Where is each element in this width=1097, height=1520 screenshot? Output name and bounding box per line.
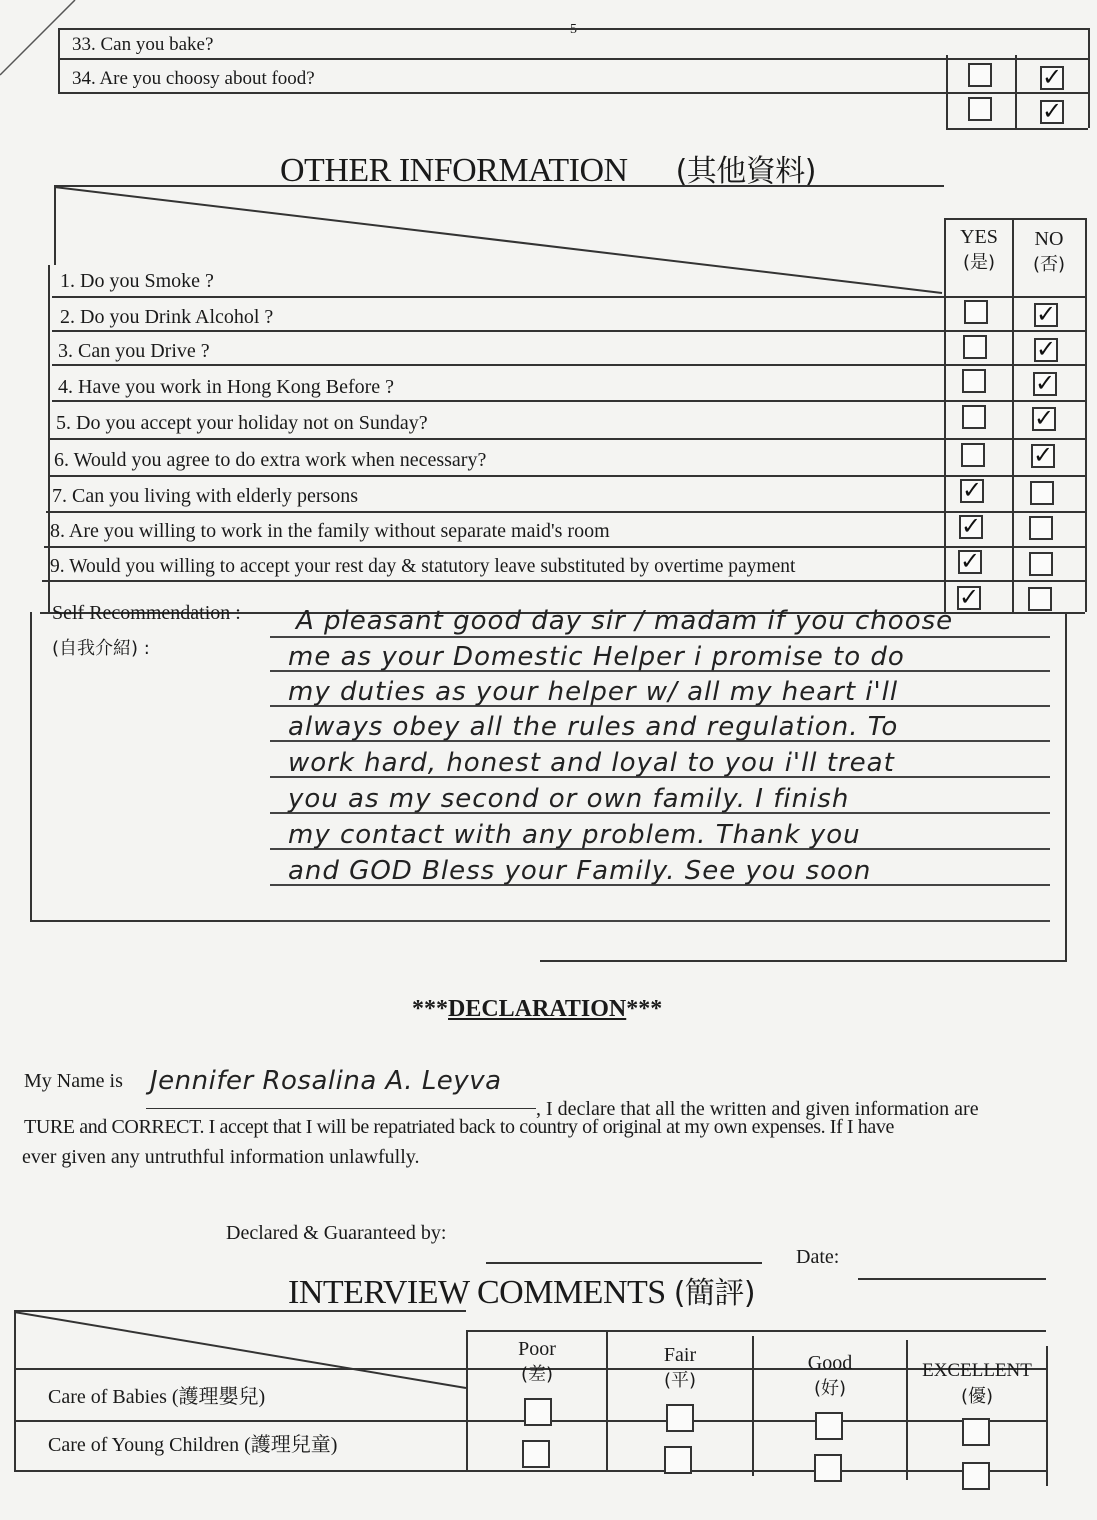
yes-header-label: YES <box>960 226 998 248</box>
question-2-label: 2. Do you Drink Alcohol ? <box>60 306 274 328</box>
question-5-no-checkbox[interactable]: ✓ <box>1033 441 1054 469</box>
self-rec-line-7: my contact with any problem. Thank you <box>288 820 861 850</box>
care-of-young-children-label: Care of Young Children (護理兒童) <box>48 1434 338 1456</box>
children-good-checkbox[interactable] <box>814 1454 842 1482</box>
question-3-label: 3. Can you Drive ? <box>58 340 210 362</box>
question-3-no-checkbox[interactable]: ✓ <box>1035 369 1056 397</box>
rating-fair-header <box>608 1342 752 1394</box>
no-column-header <box>1016 226 1082 278</box>
rating-excellent-cn: (優) <box>960 1386 994 1407</box>
rating-fair-cn: (平) <box>663 1370 697 1391</box>
declaration-text-3: ever given any untruthful information unlawfully. <box>22 1146 420 1168</box>
other-info-title-cn: (其他資料) <box>675 154 816 189</box>
self-rec-line-1: A pleasant good day sir / madam if you choose <box>296 606 954 636</box>
question-2-yes-checkbox[interactable] <box>963 335 987 359</box>
question-34-no-checkbox[interactable]: ✓ <box>1042 97 1063 125</box>
question-7-yes-checkbox[interactable]: ✓ <box>961 512 982 540</box>
question-8-no-checkbox[interactable] <box>1029 552 1053 576</box>
question-9-label: 9. Would you willing to accept your rest day & statutory leave substituted by overtime payment <box>50 556 796 577</box>
rating-poor-label: Poor <box>518 1338 556 1360</box>
self-rec-line-3: my duties as your helper w/ all my heart i'll <box>288 677 899 707</box>
rating-good-cn: (好) <box>813 1378 847 1399</box>
rating-poor-header <box>468 1336 606 1388</box>
babies-poor-checkbox[interactable] <box>524 1398 552 1426</box>
babies-excellent-checkbox[interactable] <box>962 1418 990 1446</box>
question-7-no-checkbox[interactable] <box>1029 516 1053 540</box>
other-info-title <box>280 146 816 190</box>
self-recommendation-label-cn: (自我介紹) : <box>52 638 150 659</box>
no-header-cn: (否) <box>1032 254 1066 275</box>
question-9-yes-checkbox[interactable]: ✓ <box>959 583 980 611</box>
rating-good-header <box>754 1350 906 1402</box>
rating-fair-label: Fair <box>663 1344 697 1366</box>
question-34-yes-checkbox[interactable] <box>968 97 992 121</box>
other-info-title-en: OTHER INFORMATION <box>280 152 628 189</box>
yes-header-cn: (是) <box>962 252 996 273</box>
interview-title <box>288 1268 755 1312</box>
interview-title-cn: (簡評) <box>673 1276 756 1311</box>
children-poor-checkbox[interactable] <box>522 1440 550 1468</box>
rating-excellent-label: EXCELLENT <box>922 1360 1032 1381</box>
question-33-no-checkbox[interactable]: ✓ <box>1042 63 1063 91</box>
question-5-label: 5. Do you accept your holiday not on Sunday? <box>56 412 428 434</box>
question-1-label: 1. Do you Smoke ? <box>60 270 214 292</box>
no-header-label: NO <box>1034 228 1064 250</box>
question-3-yes-checkbox[interactable] <box>962 369 986 393</box>
interview-title-en: INTERVIEW COMMENTS <box>288 1274 666 1311</box>
declaration-text-2: TURE and CORRECT. I accept that I will be repatriated back to country of original at my own expenses. If I have <box>24 1116 894 1138</box>
page-number: 5 <box>570 22 577 37</box>
question-33-yes-checkbox[interactable] <box>968 63 992 87</box>
question-4-no-checkbox[interactable]: ✓ <box>1034 404 1055 432</box>
declaration-title-text: DECLARATION <box>448 996 627 1022</box>
declaration-name-prefix: My Name is <box>24 1070 123 1092</box>
date-line[interactable] <box>858 1278 1046 1280</box>
declared-by-signature-line[interactable] <box>486 1262 762 1264</box>
declaration-title <box>412 996 662 1023</box>
self-rec-line-2: me as your Domestic Helper i promise to do <box>288 642 905 672</box>
declaration-name-value[interactable]: Jennifer Rosalina A. Leyva <box>150 1066 502 1096</box>
self-rec-line-6: you as my second or own family. I finish <box>288 784 850 814</box>
yes-column-header <box>948 224 1010 276</box>
question-34-label: 34. Are you choosy about food? <box>72 68 315 89</box>
self-recommendation-label: Self Recommendation : <box>52 602 241 624</box>
self-rec-line-4: always obey all the rules and regulation. To <box>288 712 899 742</box>
babies-fair-checkbox[interactable] <box>666 1404 694 1432</box>
interview-header-diagonal <box>14 1310 468 1390</box>
self-rec-line-5: work hard, honest and loyal to you i'll treat <box>288 748 895 778</box>
rating-good-label: Good <box>807 1352 853 1374</box>
children-fair-checkbox[interactable] <box>664 1446 692 1474</box>
children-excellent-checkbox[interactable] <box>962 1462 990 1490</box>
question-8-label: 8. Are you willing to work in the family without separate maid's room <box>50 520 610 542</box>
question-6-no-checkbox[interactable] <box>1030 481 1054 505</box>
rating-poor-cn: (差) <box>520 1364 554 1385</box>
question-1-no-checkbox[interactable]: ✓ <box>1036 300 1057 328</box>
care-of-babies-label: Care of Babies (護理嬰兒) <box>48 1386 266 1408</box>
date-label: Date: <box>796 1246 840 1268</box>
question-2-no-checkbox[interactable]: ✓ <box>1036 335 1057 363</box>
page-corner-fold <box>0 0 80 80</box>
question-5-yes-checkbox[interactable] <box>961 443 985 467</box>
declaration-name-underline <box>146 1108 536 1109</box>
question-7-label: 7. Can you living with elderly persons <box>52 485 359 507</box>
question-1-yes-checkbox[interactable] <box>964 300 988 324</box>
rating-excellent-header <box>908 1358 1046 1410</box>
babies-good-checkbox[interactable] <box>815 1412 843 1440</box>
question-33-label: 33. Can you bake? <box>72 34 214 55</box>
declaration-text-1: , I declare that all the written and given information are <box>536 1098 979 1120</box>
question-4-label: 4. Have you work in Hong Kong Before ? <box>58 376 395 398</box>
self-rec-line-8: and GOD Bless your Family. See you soon <box>288 856 872 886</box>
declaration-stars-left: *** <box>412 996 448 1022</box>
question-6-yes-checkbox[interactable]: ✓ <box>962 476 983 504</box>
question-6-label: 6. Would you agree to do extra work when necessary? <box>54 449 487 471</box>
declared-by-label: Declared & Guaranteed by: <box>226 1222 447 1244</box>
question-4-yes-checkbox[interactable] <box>962 405 986 429</box>
question-8-yes-checkbox[interactable]: ✓ <box>960 547 981 575</box>
declaration-stars-right: *** <box>626 996 663 1022</box>
